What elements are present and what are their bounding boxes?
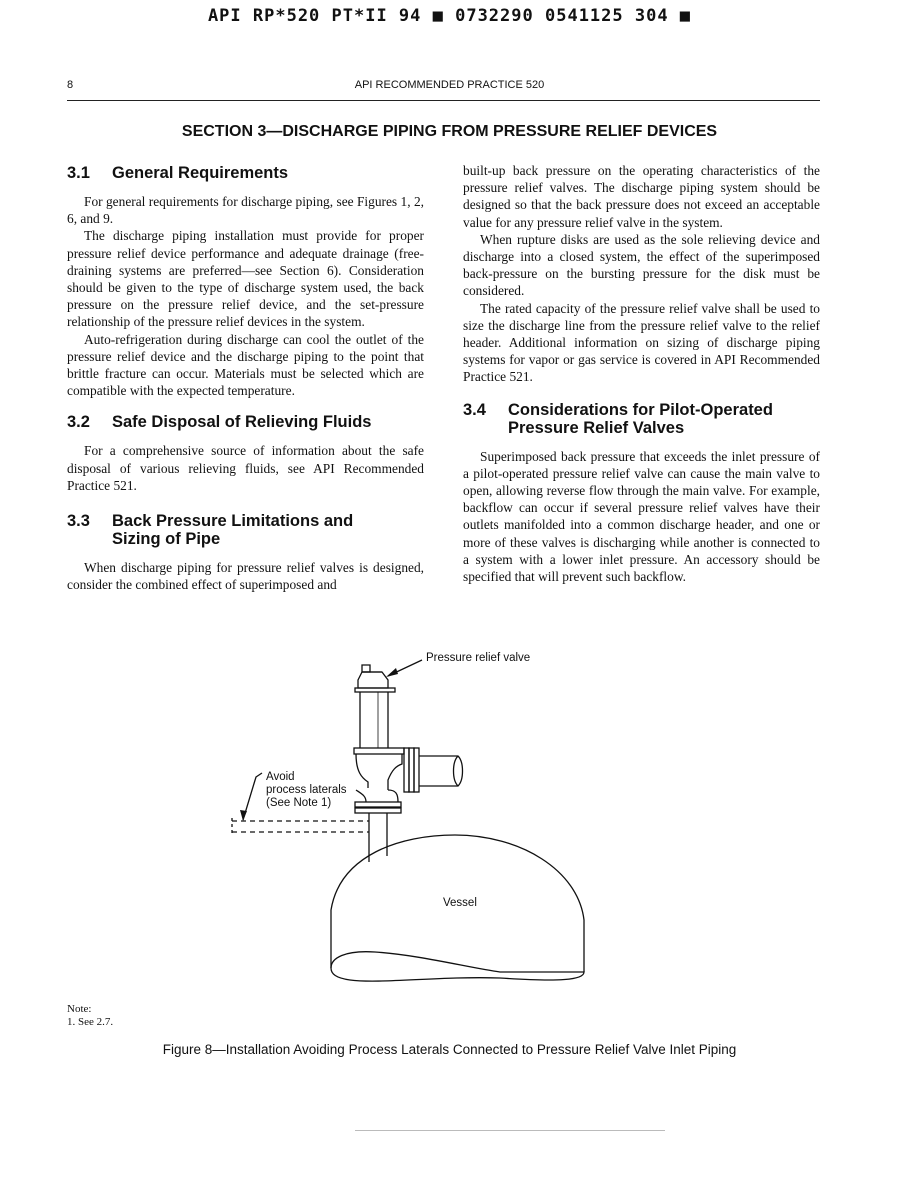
vessel-bottom	[331, 952, 584, 981]
section-3-3-body	[67, 559, 424, 593]
paragraph: When discharge piping for pressure relief valves is designed, consider the combined effect of superimposed and	[67, 560, 424, 593]
avoid-label-line-3: (See Note 1)	[266, 797, 332, 809]
avoid-laterals-label	[266, 771, 347, 810]
valve-body-bowl	[356, 754, 402, 790]
figure-notes	[67, 1003, 113, 1029]
heading-number: 3.4	[463, 400, 486, 419]
heading-number: 3.3	[67, 512, 90, 531]
notes-heading: Note:	[67, 1003, 92, 1015]
page-number: 8	[67, 79, 74, 91]
heading-3-2	[67, 413, 424, 431]
paragraph: For general requirements for discharge piping, see Figures 1, 2, 6, and 9.	[67, 194, 424, 227]
heading-number: 3.1	[67, 164, 90, 182]
outlet-flange	[404, 748, 409, 792]
valve-bonnet	[358, 672, 388, 688]
inlet-flange-upper	[355, 802, 401, 807]
heading-title: Safe Disposal of Relieving Fluids	[112, 413, 372, 432]
paragraph: The discharge piping installation must provide for proper pressure relief device performance and adequate drainage (free-draining systems are preferred—see Section 6). Consideration should be given to the type of discharge system used, the back pressure on the pressure relief device, and the set-pressure relationship of the pressure relief devices in the system.	[67, 228, 424, 330]
paragraph: Superimposed back pressure that exceeds the inlet pressure of a pilot-operated pressure relief valve can cause the main valve to open, allowing reverse flow through the main valve. For example, backflow can occur if several pressure relief valves have their outlets manifolded into a common discharge header, and one or more of these valves is discharging while another is connected to a system with a lower inlet pressure. An accessory should be specified that will prevent such backflow.	[463, 448, 820, 585]
section-3-1-body	[67, 193, 424, 399]
paragraph: For a comprehensive source of information about the safe disposal of various relieving fluids, see API Recommended Practice 521.	[67, 443, 424, 493]
inlet-flange-lower	[355, 808, 401, 813]
valve-cap	[362, 665, 370, 672]
valve-top-flange	[355, 688, 395, 692]
avoided-process-lateral	[232, 821, 369, 832]
avoid-leader-arrowhead	[240, 810, 247, 821]
avoid-label-line-1: Avoid	[266, 771, 295, 783]
heading-title-continued: Pressure Relief Valves	[508, 418, 685, 437]
note-1: 1. See 2.7.	[67, 1016, 114, 1028]
valve-leader-arrowhead	[386, 668, 398, 677]
heading-title: Considerations for Pilot-Operated	[508, 400, 773, 419]
paragraph: When rupture disks are used as the sole relieving device and discharge into a closed system, the effect of the superimposed back-pressure on the bursting pressure for the disk must be considered.	[463, 231, 820, 299]
figure-caption: Figure 8—Installation Avoiding Process Laterals Connected to Pressure Relief Valve Inlet Piping	[162, 1042, 737, 1057]
paragraph: Auto-refrigeration during discharge can cool the outlet of the pressure relief device and the discharge piping to the point that brittle fracture can occur. Materials must be selected which are compatible with the expected temperature.	[67, 331, 424, 399]
heading-title: General Requirements	[112, 164, 289, 182]
running-header: API RECOMMENDED PRACTICE 520	[354, 79, 545, 91]
heading-3-3	[67, 512, 424, 548]
left-column	[67, 164, 424, 593]
section-3-2-body	[67, 442, 424, 494]
pressure-relief-valve-label: Pressure relief valve	[426, 652, 531, 664]
valve-body	[360, 692, 388, 748]
heading-3-1	[67, 164, 424, 182]
paragraph: The rated capacity of the pressure relief valve shall be used to size the discharge line from the pressure relief valve to the relief header. Additional information on sizing of discharge piping systems for vapor or gas service is covered in API Recommended Practice 521.	[463, 300, 820, 385]
figure-8-diagram	[0, 640, 899, 1000]
vessel-label: Vessel	[443, 897, 477, 909]
heading-number: 3.2	[67, 413, 90, 432]
header-rule	[67, 100, 820, 101]
valve-body-flange	[354, 748, 404, 754]
document-code-line: API RP*520 PT*II 94 ■ 0732290 0541125 304 ■	[207, 6, 692, 26]
section-3-3-body-continued	[463, 162, 820, 386]
scan-artifact-line	[355, 1130, 665, 1131]
paragraph: built-up back pressure on the operating characteristics of the pressure relief valves. The discharge piping system should be designed so that the back pressure does not exceed an acceptable value for any pressure relief valve in the system.	[463, 163, 820, 230]
heading-title: Back Pressure Limitations and	[112, 512, 354, 531]
right-column	[463, 162, 820, 585]
valve-inlet	[356, 790, 398, 802]
section-title: SECTION 3—DISCHARGE PIPING FROM PRESSURE RELIEF DEVICES	[181, 123, 718, 140]
section-3-4-body	[463, 448, 820, 586]
avoid-label-line-2: process laterals	[266, 784, 347, 796]
heading-title-continued: Sizing of Pipe	[112, 530, 221, 549]
heading-3-4	[463, 401, 820, 437]
outlet-pipe	[419, 756, 463, 786]
